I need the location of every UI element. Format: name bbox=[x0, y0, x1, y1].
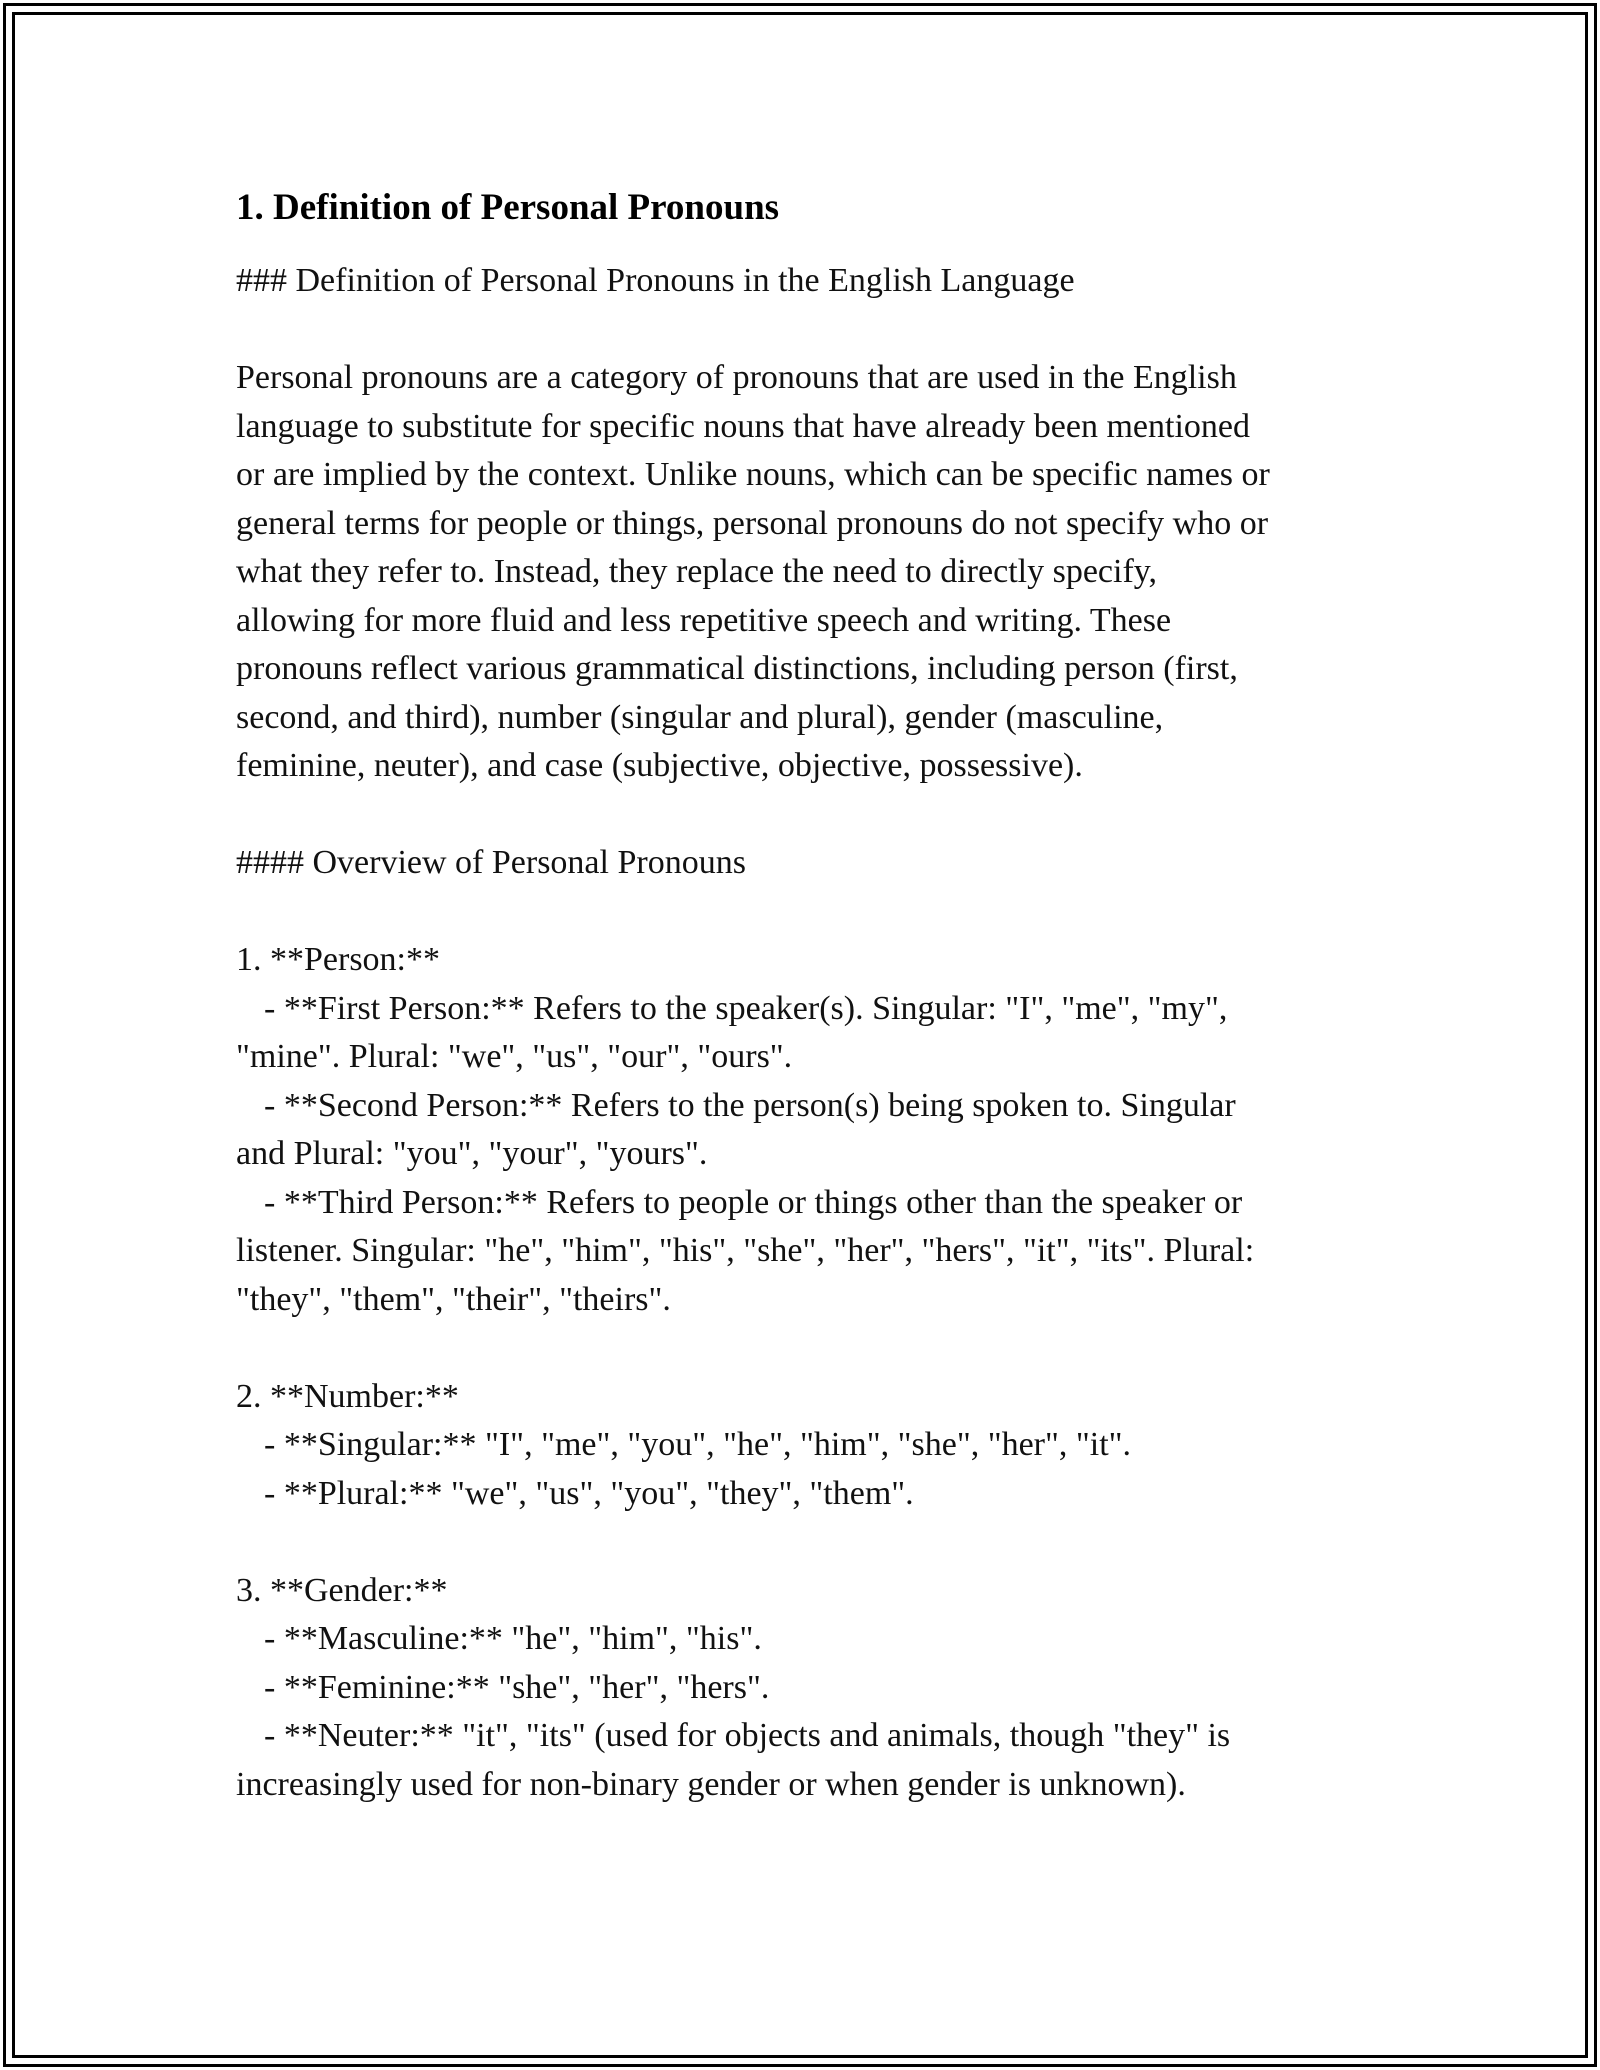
intro-line: pronouns reflect various grammatical distinctions, including person (first, bbox=[236, 650, 1238, 687]
number-list bbox=[236, 1373, 1386, 1519]
list-item-neuter-cont: increasingly used for non-binary gender or when gender is unknown). bbox=[236, 1765, 1186, 1803]
list-item-neuter: - **Neuter:** "it", "its" (used for objects and animals, though "they" is bbox=[264, 1717, 1231, 1754]
list-item-singular: - **Singular:** "I", "me", "you", "he", "him", "she", "her", "it". bbox=[264, 1426, 1132, 1463]
list-item-third-person-cont: listener. Singular: "he", "him", "his", "she", "her", "hers", "it", "its". Plural: bbox=[236, 1232, 1255, 1269]
spacer bbox=[236, 1324, 1386, 1373]
intro-line: language to substitute for specific nouns that have already been mentioned bbox=[236, 407, 1251, 445]
spacer bbox=[236, 1518, 1386, 1567]
intro-line: or are implied by the context. Unlike nouns, which can be specific names or bbox=[236, 456, 1270, 493]
list-item-masculine: - **Masculine:** "he", "him", "his". bbox=[264, 1620, 762, 1657]
section-heading: 1. Definition of Personal Pronouns bbox=[236, 187, 780, 228]
person-list bbox=[236, 936, 1386, 1324]
spacer bbox=[236, 791, 1386, 840]
list-title-number: 2. **Number:** bbox=[236, 1377, 459, 1415]
document-body bbox=[236, 185, 1386, 1809]
intro-line: allowing for more fluid and less repetitive speech and writing. These bbox=[236, 601, 1172, 639]
intro-line: general terms for people or things, personal pronouns do not specify who or bbox=[236, 504, 1269, 542]
list-item-second-person: - **Second Person:** Refers to the person(s) being spoken to. Singular bbox=[264, 1086, 1236, 1124]
list-item-third-person-cont: "they", "them", "their", "theirs". bbox=[236, 1280, 671, 1318]
spacer bbox=[236, 306, 1386, 355]
list-item-second-person-cont: and Plural: "you", "your", "yours". bbox=[236, 1135, 708, 1172]
list-item-feminine: - **Feminine:** "she", "her", "hers". bbox=[264, 1668, 770, 1706]
intro-line: Personal pronouns are a category of pronouns that are used in the English bbox=[236, 359, 1237, 396]
spacer bbox=[236, 888, 1386, 937]
list-title-gender: 3. **Gender:** bbox=[236, 1571, 448, 1609]
intro-line: second, and third), number (singular and plural), gender (masculine, bbox=[236, 698, 1164, 736]
list-item-first-person: - **First Person:** Refers to the speaker(s). Singular: "I", "me", "my", bbox=[264, 989, 1228, 1027]
subheading: ### Definition of Personal Pronouns in the English Language bbox=[236, 262, 1075, 299]
list-item-third-person: - **Third Person:** Refers to people or things other than the speaker or bbox=[264, 1183, 1243, 1221]
list-title-person: 1. **Person:** bbox=[236, 941, 440, 978]
overview-heading: #### Overview of Personal Pronouns bbox=[236, 844, 746, 881]
gender-list bbox=[236, 1567, 1386, 1810]
list-item-plural: - **Plural:** "we", "us", "you", "they", "them". bbox=[264, 1474, 914, 1512]
list-item-first-person-cont: "mine". Plural: "we", "us", "our", "ours". bbox=[236, 1038, 793, 1075]
intro-line: feminine, neuter), and case (subjective, objective, possessive). bbox=[236, 747, 1083, 784]
intro-paragraph bbox=[236, 354, 1386, 791]
intro-line: what they refer to. Instead, they replace the need to directly specify, bbox=[236, 553, 1158, 590]
